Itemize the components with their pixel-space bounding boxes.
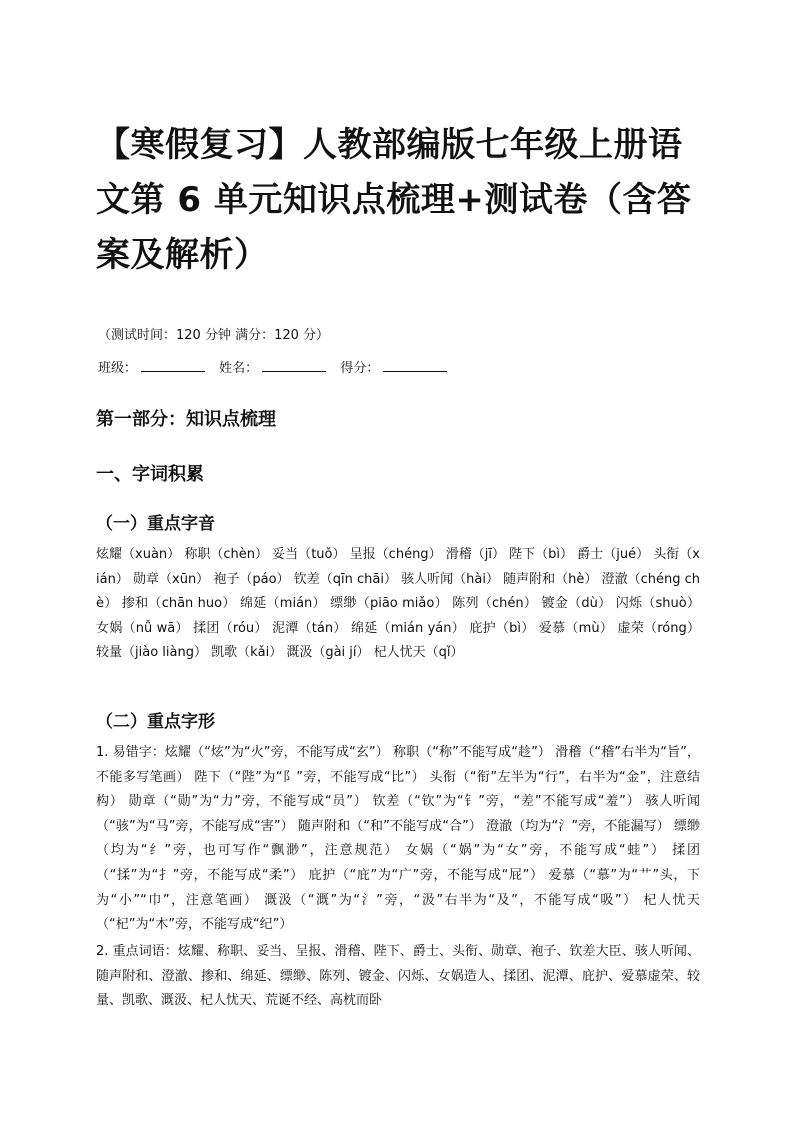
- name-label: 姓名：: [219, 361, 259, 376]
- score-blank: [383, 358, 447, 372]
- document-title: 【寒假复习】人教部编版七年级上册语文第 6 单元知识点梳理+测试卷（含答案及解析）: [96, 125, 692, 275]
- exam-info: （测试时间：120 分钟 满分：120 分）: [98, 328, 330, 343]
- name-blank: [262, 358, 326, 372]
- class-label: 班级：: [98, 361, 138, 376]
- part1-heading: 第一部分：知识点梳理: [96, 409, 276, 430]
- pronunciation-text: 炫耀（xuàn） 称职（chèn） 妥当（tuǒ） 呈报（chéng） 滑稽（jī） 陛下（bì） 爵士（jué） 头衔（xián） 勋章（xūn） 袍子（páo） 钦差（qīn chāi） 骇人听闻（hài） 随声附和（hè） 澄澈（chéng chè） 掺和（chān huo） 绵延（mián） 缥缈（piāo miǎo） 陈列（chén） 镀金（dù） 闪烁（shuò） 女娲（nǚ wā） 揉团（róu） 泥潭（tán） 绵延（mián yán） 庇护（bì） 爱慕（mù） 虚荣（róng） 较量（jiào liàng） 凯歌（kǎi） 溉汲（gài jí） 杞人忧天（qǐ）: [96, 547, 700, 660]
- score-label: 得分：: [340, 361, 380, 376]
- key-words-text: 2. 重点词语：炫耀、称职、妥当、呈报、滑稽、陛下、爵士、头衔、勋章、袍子、钦差大臣、骇人听闻、随声附和、澄澈、掺和、绵延、缥缈、陈列、镀金、闪烁、女娲造人、揉团、泥潭、庇护、爱慕虚荣、较量、凯歌、溉汲、杞人忧天、荒诞不经、高枕而卧: [96, 944, 700, 1008]
- pronunciation-heading: （一）重点字音: [96, 514, 215, 534]
- student-info-line: [98, 358, 457, 379]
- error-prone-characters-text: 1. 易错字：炫耀（“炫”为“火”旁，不能写成“玄”） 称职（“称”不能写成“趁”） 滑稽（“稽”右半为“旨”，不能多写笔画） 陛下（“陛”为“阝”旁，不能写成“比”） 头衔（“衔”左半为“行”，右半为“金”，注意结构） 勋章（“勋”为“力”旁，不能写成“员”） 钦差（“钦”为“钅”旁，“差”不能写成“羞”） 骇人听闻（“骇”为“马”旁，不能写成“害”） 随声附和（“和”不能写成“合”） 澄澈（均为“氵”旁，不能漏写） 缥缈（均为“纟”旁，也可写作“飘渺”，注意规范） 女娲（“娲”为“女”旁，不能写成“蛙”） 揉团（“揉”为“扌”旁，不能写成“柔”） 庇护（“庇”为“广”旁，不能写成“屁”） 爱慕（“慕”为“艹”头，下为“小”“巾”，注意笔画） 溉汲（“溉”为“氵”旁，“汲”右半为“及”，不能写成“吸”） 杞人忧天（“杞”为“木”旁，不能写成“纪”）: [96, 745, 700, 933]
- class-blank: [141, 358, 205, 372]
- section1-heading: 一、字词积累: [96, 464, 204, 485]
- character-form-heading: （二）重点字形: [96, 712, 215, 732]
